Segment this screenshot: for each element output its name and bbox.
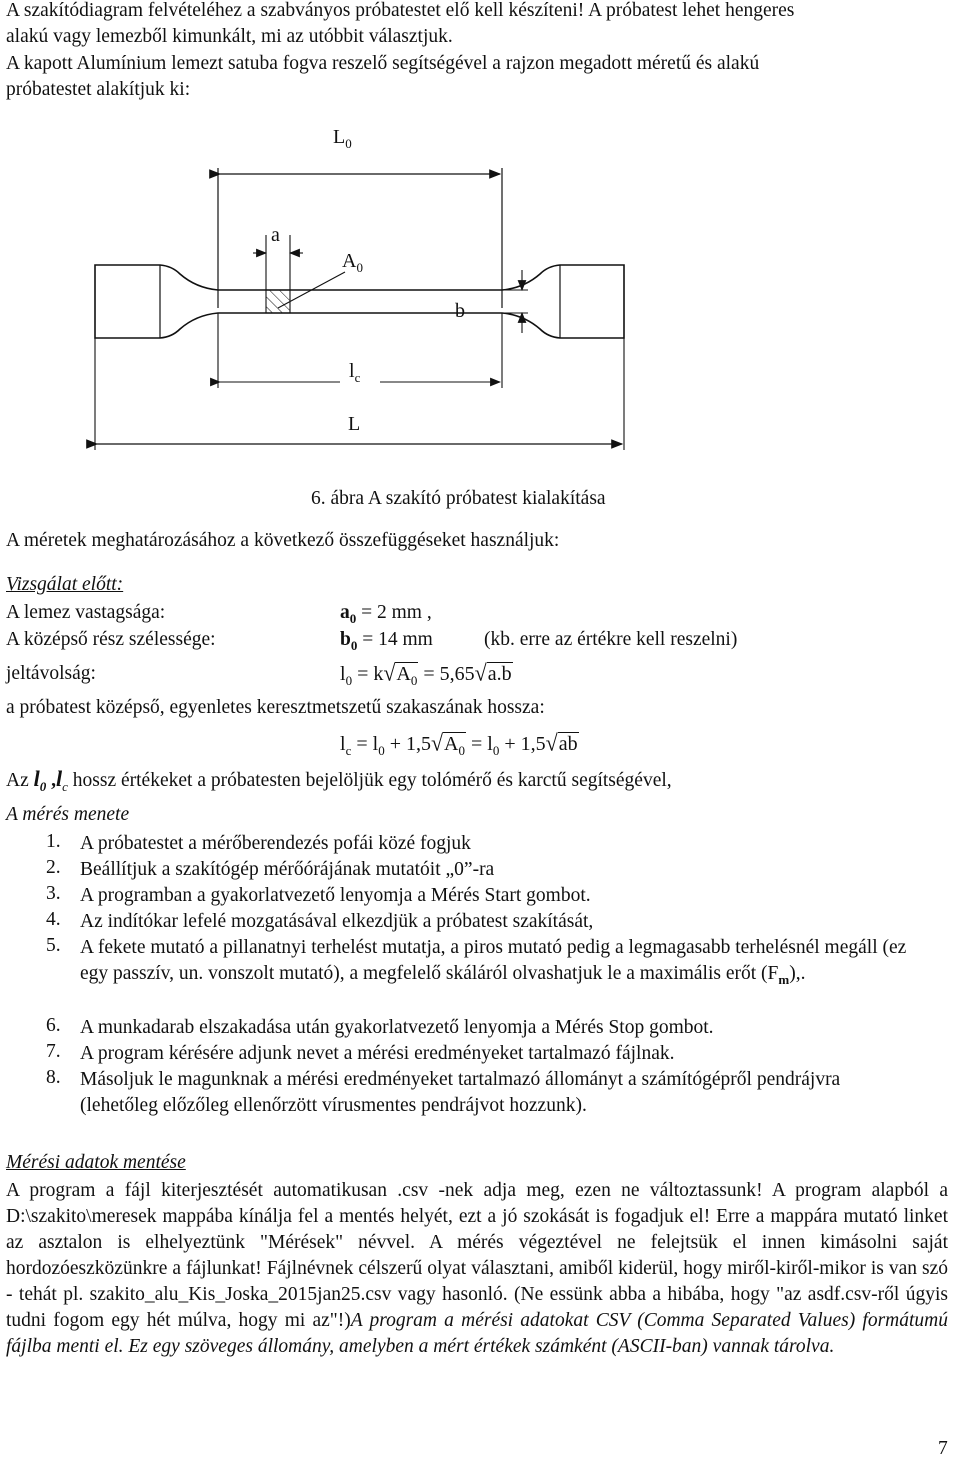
- label-b: b: [455, 300, 465, 322]
- thickness-label: A lemez vastagsága:: [6, 602, 166, 623]
- list-item: 7. A program kérésére adjunk nevet a mérési eredményeket tartalmazó fájlnak.: [46, 1041, 675, 1064]
- intro-line-2: alakú vagy lemezből kimunkált, mi az utóbbit választjuk.: [6, 26, 453, 47]
- save-body: A program a fájl kiterjesztését automatikusan .csv -nek adja meg, ezen ne változtassunk! A program alapból a D:\szakito\meresek mappába kínálja fel a mentés helyét, ezt a jó szokását is fogadjuk el! Erre a mappára mutató linket az asztalon is elhelyeztünk "Mérések" névvel. A mérés végeztével ne felejtsük el innen kimásolni saját hordozóeszközünkre a fájlunkat! Fájlnévnek célszerű olyat választani, amiből kiderül, hogy miről-kiről-mikor is van szó - tehát pl. szakito_alu_Kis_Joska_2015jan25.csv vagy hasonló. (Ne essünk abba a hibába, hogy "az asdf.csv-ről úgyis tudni fogom egy hét múlva, hogy mi az"!)A program a mérési adatokat CSV (Comma Separated Values) formátumú fájlba menti el. Ez egy szöveges állomány, amelyben a mért értékek számként (ASCII-ban) vannak tárolva.: [6, 1180, 948, 1357]
- marking-text: Az $l_0$ $,l_c$ hossz értékeket a próbatesten bejelöljük egy tolómérő és karctű segítségével,: [6, 766, 672, 794]
- page-number: 7: [938, 1438, 948, 1459]
- list-item: 5. A fekete mutató a pillanatnyi terhelést mutatja, a piros mutató pedig a legmagasabb terhelésnél megáll (ez egy passzív, un. vonszolt mutató), a megfelelő skáláról olvashatjuk le a maximális erőt $(F_m)$,.: [46, 935, 907, 987]
- label-L0: $L_0$: [333, 126, 352, 151]
- list-item: 6. A munkadarab elszakadása után gyakorlatvezető lenyomja a Mérés Stop gombot.: [46, 1015, 714, 1038]
- label-A0: $A_0$: [342, 250, 363, 275]
- lc-formula: $l_c = l_0 + 1,5√A_0 = l_0 + 1,5√ab$: [340, 729, 578, 758]
- list-item: 3. A programban a gyakorlatvezető lenyomja a Mérés Start gombot.: [46, 883, 591, 906]
- procedure-heading: A mérés menete: [6, 804, 130, 825]
- thickness-value: $a_0 = 2$ mm ,: [340, 602, 432, 626]
- intro-line-4: próbatestet alakítjuk ki:: [6, 79, 191, 100]
- width-value: $b_0 = 14$ mm: [340, 629, 433, 653]
- list-item: 4. Az indítókar lefelé mozgatásával elkezdjük a próbatest szakítását,: [46, 909, 594, 932]
- length-text: a próbatest középső, egyenletes keresztmetszetű szakaszának hossza:: [6, 697, 545, 718]
- width-note: (kb. erre az értékre kell reszelni): [484, 629, 738, 650]
- intro-line-1: A szakítódiagram felvételéhez a szabványos próbatestet elő kell készíteni! A próbatest lehet hengeres: [6, 0, 795, 21]
- list-item: 2. Beállítjuk a szakítógép mérőórájának mutatóit „0”-ra: [46, 857, 495, 880]
- relations-intro: A méretek meghatározásához a következő összefüggéseket használjuk:: [6, 530, 560, 551]
- gauge-label: jeltávolság:: [6, 663, 96, 684]
- label-lc: $l_c$: [349, 360, 361, 385]
- save-heading: Mérési adatok mentése: [6, 1152, 186, 1173]
- gauge-formula: $l_0 = k√A_0 = 5,65√a.b$: [340, 659, 512, 688]
- list-item: 1. A próbatestet a mérőberendezés pofái közé fogjuk: [46, 831, 471, 854]
- figure-caption: 6. ábra A szakító próbatest kialakítása: [311, 488, 606, 509]
- intro-line-3: A kapott Alumínium lemezt satuba fogva reszelő segítségével a rajzon megadott méretű és alakú: [6, 53, 760, 74]
- label-L: L: [348, 413, 361, 435]
- before-heading: Vizsgálat előtt:: [6, 574, 124, 595]
- label-a: a: [271, 224, 280, 246]
- specimen-figure: [0, 120, 960, 580]
- list-item: 8. Másoljuk le magunknak a mérési eredményeket tartalmazó állományt a számítógépről pendrájvra (lehetőleg előzőleg ellenőrzött vírusmentes pendrájvot hozzunk).: [46, 1067, 841, 1116]
- width-label: A középső rész szélessége:: [6, 629, 216, 650]
